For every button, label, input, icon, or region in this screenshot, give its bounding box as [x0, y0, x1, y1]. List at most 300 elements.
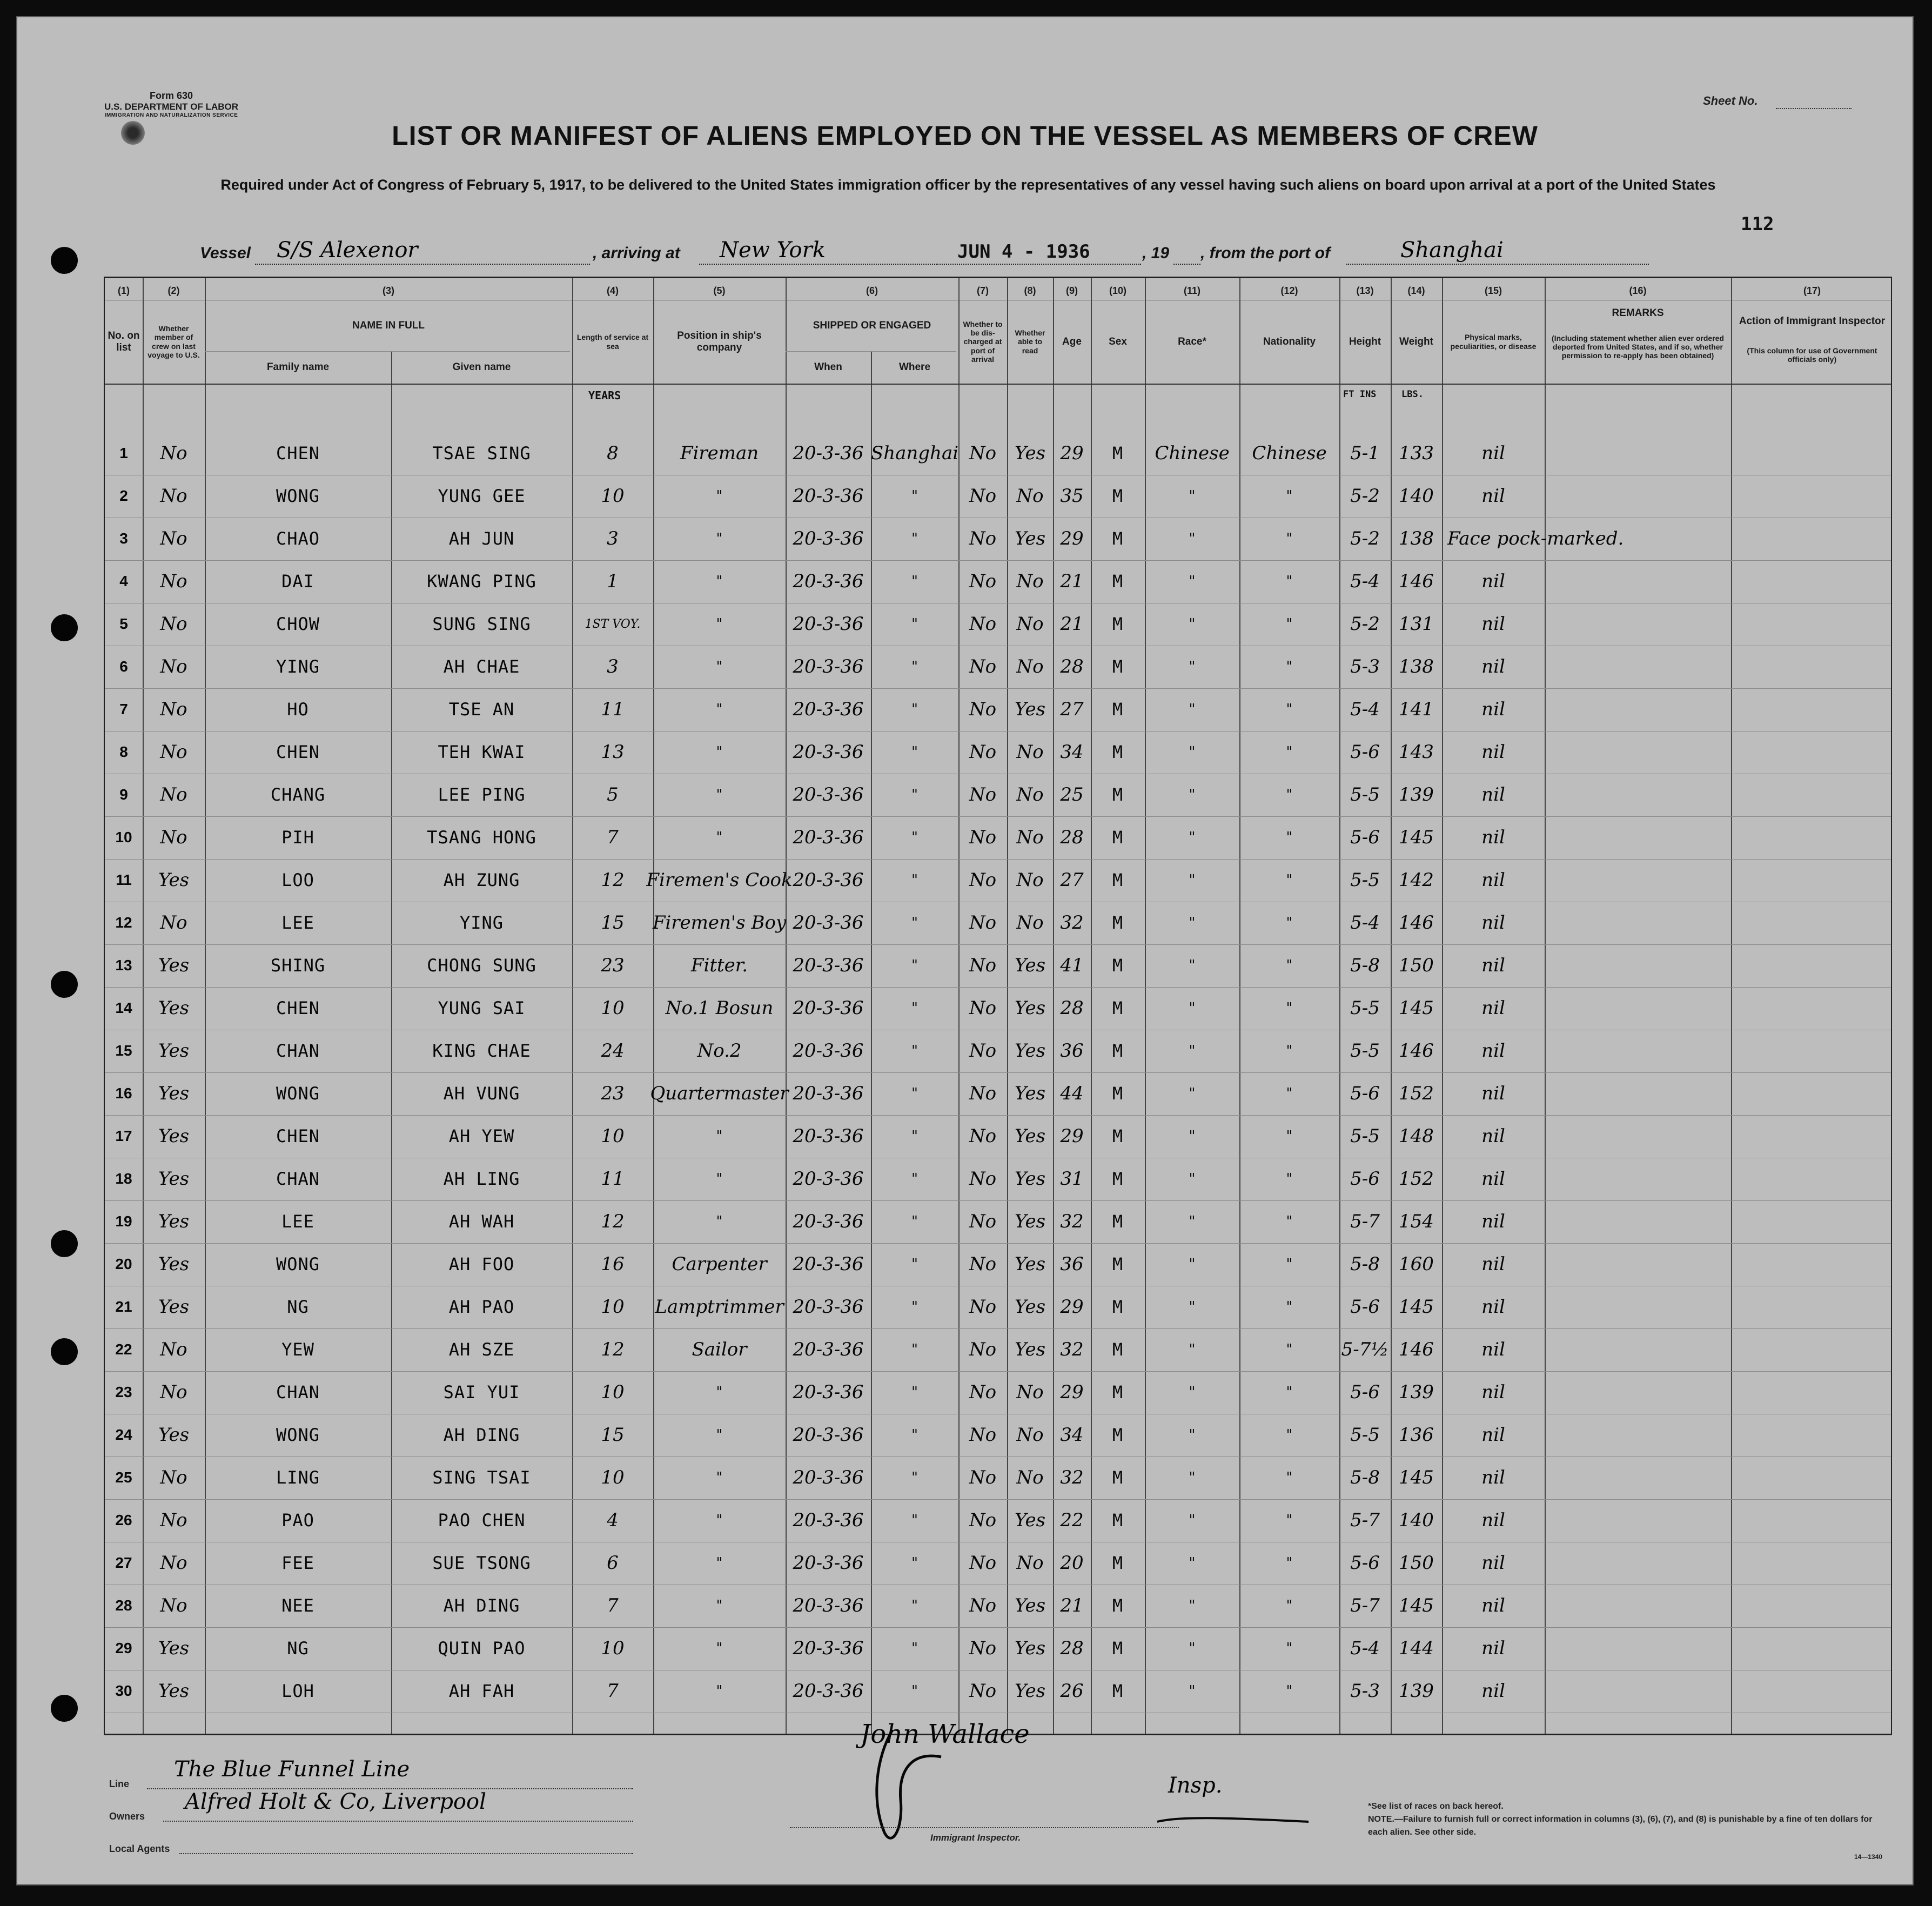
cell-nationality: "	[1286, 1299, 1293, 1315]
cell-family: FEE	[281, 1553, 314, 1573]
cell-discharged: No	[969, 1296, 997, 1318]
cell-when: 20-3-36	[793, 1381, 864, 1403]
line-label: Line	[109, 1779, 130, 1789]
cell-marks: nil	[1481, 613, 1505, 635]
cell-read: Yes	[1014, 1296, 1046, 1318]
cell-sex: M	[1112, 1425, 1124, 1445]
cell-when: 20-3-36	[793, 1680, 864, 1702]
cell-family: CHAN	[276, 1041, 320, 1061]
cell-where: "	[911, 1043, 918, 1059]
cell-nationality: "	[1286, 1384, 1293, 1400]
cell-when: 20-3-36	[793, 485, 864, 507]
cell-family: PIH	[281, 827, 314, 848]
cell-family: CHEN	[276, 742, 320, 762]
cell-discharged: No	[969, 784, 997, 806]
cell-no: 13	[115, 957, 132, 974]
cell-height: 5-5	[1350, 1125, 1380, 1147]
cell-discharged: No	[969, 1125, 997, 1147]
cell-position: "	[716, 1213, 723, 1230]
cell-given: AH VUNG	[443, 1083, 520, 1104]
column-header: No. on list	[108, 330, 140, 353]
cell-sex: M	[1112, 742, 1124, 762]
footer	[104, 1719, 1892, 1876]
cell-prev: Yes	[158, 1083, 190, 1104]
cell-nationality: "	[1286, 1512, 1293, 1528]
cell-race: "	[1189, 659, 1196, 675]
cell-where: "	[911, 1512, 918, 1528]
cell-service: 5	[607, 784, 619, 806]
cell-where: "	[911, 1640, 918, 1656]
cell-no: 10	[115, 829, 132, 845]
cell-nationality: "	[1286, 787, 1293, 803]
cell-marks: nil	[1481, 912, 1505, 934]
cell-prev: No	[160, 613, 187, 635]
cell-height: 5-5	[1350, 869, 1380, 891]
cell-where: "	[911, 488, 918, 504]
cell-service: 7	[607, 827, 619, 848]
cell-age: 41	[1060, 955, 1084, 976]
cell-no: 29	[115, 1640, 132, 1656]
cell-no: 11	[116, 871, 132, 888]
cell-position: Firemen's Boy	[652, 912, 787, 934]
owners-value: Alfred Holt & Co, Liverpool	[185, 1789, 486, 1814]
cell-height: 5-7	[1350, 1211, 1380, 1232]
cell-sex: M	[1112, 955, 1124, 976]
cell-race: "	[1189, 1555, 1196, 1571]
column-header: Whether to be dis- charged at port of arrival	[963, 320, 1003, 364]
cell-when: 20-3-36	[793, 912, 864, 934]
cell-nationality: "	[1286, 915, 1293, 931]
column-number: (4)	[607, 285, 619, 296]
cell-read: Yes	[1014, 1595, 1046, 1616]
cell-when: 20-3-36	[793, 613, 864, 635]
cell-weight: 136	[1399, 1424, 1434, 1446]
cell-weight: 143	[1399, 741, 1434, 763]
sheet-label: Sheet No.	[1703, 94, 1758, 108]
cell-given: TSAE SING	[432, 443, 531, 464]
cell-discharged: No	[969, 485, 997, 507]
cell-no: 14	[115, 999, 132, 1016]
cell-given: TSANG HONG	[427, 827, 536, 848]
cell-when: 20-3-36	[793, 827, 864, 848]
cell-when: 20-3-36	[793, 1040, 864, 1062]
cell-prev: No	[160, 1552, 187, 1574]
cell-no: 18	[115, 1170, 132, 1187]
cell-marks: nil	[1481, 1637, 1505, 1659]
cell-position: "	[716, 787, 723, 803]
cell-where: "	[911, 1000, 918, 1016]
cell-race: "	[1189, 957, 1196, 974]
cell-no: 27	[115, 1554, 132, 1571]
cell-prev: No	[160, 1339, 187, 1360]
cell-no: 23	[115, 1384, 132, 1400]
line-value: The Blue Funnel Line	[174, 1757, 410, 1782]
cell-given: SAI YUI	[443, 1382, 520, 1402]
cell-prev: No	[160, 1595, 187, 1616]
cell-read: Yes	[1014, 528, 1046, 549]
cell-marks: nil	[1481, 955, 1505, 976]
cell-height: 5-5	[1350, 1424, 1380, 1446]
cell-discharged: No	[969, 1339, 997, 1360]
cell-read: Yes	[1014, 699, 1046, 720]
cell-family: SHING	[270, 955, 326, 976]
cell-service: 6	[607, 1552, 619, 1574]
arriving-value: New York	[720, 238, 826, 263]
cell-position: "	[716, 701, 723, 717]
cell-weight: 146	[1399, 571, 1434, 592]
cell-weight: 146	[1399, 1040, 1434, 1062]
cell-height: 5-6	[1350, 1296, 1380, 1318]
cell-race: "	[1189, 1341, 1196, 1358]
cell-position: Fitter.	[690, 955, 748, 976]
cell-family: LOO	[281, 870, 314, 890]
date-underline	[936, 264, 1141, 265]
arriving-underline	[699, 264, 937, 265]
cell-read: Yes	[1014, 442, 1046, 464]
column-header: Age	[1062, 335, 1082, 347]
cell-no: 8	[119, 743, 128, 760]
cell-nationality: "	[1286, 1256, 1293, 1272]
cell-age: 27	[1060, 869, 1084, 891]
fine-note: NOTE.—Failure to furnish full or correct information in columns (3), (6), (7), and (8) is punishable by a fine of ten dollars for each alien. See other side.	[1368, 1815, 1873, 1837]
cell-where: "	[911, 1085, 918, 1102]
cell-given: AH DING	[443, 1425, 520, 1445]
cell-age: 44	[1060, 1083, 1084, 1104]
cell-position: "	[716, 1171, 723, 1187]
cell-sex: M	[1112, 614, 1124, 634]
cell-height: 5-4	[1350, 1637, 1380, 1659]
cell-height: 5-2	[1350, 613, 1380, 635]
cell-race: "	[1189, 1085, 1196, 1102]
cell-read: No	[1016, 1467, 1044, 1488]
cell-when: 20-3-36	[793, 1339, 864, 1360]
cell-service: 4	[607, 1509, 619, 1531]
cell-discharged: No	[969, 1467, 997, 1488]
cell-where: "	[911, 787, 918, 803]
cell-when: 20-3-36	[793, 656, 864, 677]
cell-race: "	[1189, 616, 1196, 632]
cell-marks: nil	[1481, 1083, 1505, 1104]
cell-position: "	[716, 531, 723, 547]
cell-weight: 145	[1399, 1467, 1434, 1488]
cell-prev: Yes	[158, 1680, 190, 1702]
cell-nationality: "	[1286, 829, 1293, 845]
cell-prev: No	[160, 528, 187, 549]
cell-when: 20-3-36	[793, 784, 864, 806]
cell-age: 28	[1060, 827, 1084, 848]
column-number: (14)	[1407, 285, 1425, 296]
cell-given: AH JUN	[448, 528, 515, 549]
cell-weight: 150	[1399, 955, 1434, 976]
cell-where: "	[911, 872, 918, 888]
cell-weight: 133	[1399, 442, 1434, 464]
cell-read: Yes	[1014, 1040, 1046, 1062]
inspector-underline	[790, 1827, 1179, 1828]
cell-sex: M	[1112, 1211, 1124, 1232]
cell-height: 5-5	[1350, 997, 1380, 1019]
remarks-note: (Including statement whether alien ever ordered deported from United States, and if so, whether permission to re-apply has been obtained)	[1552, 333, 1724, 360]
height-unit: FT INS	[1343, 389, 1377, 400]
cell-discharged: No	[969, 1211, 997, 1232]
cell-read: No	[1016, 869, 1044, 891]
cell-height: 5-1	[1350, 442, 1380, 464]
shipped-subheader-divider	[786, 351, 956, 352]
cell-where: "	[911, 1427, 918, 1443]
cell-marks: nil	[1481, 1595, 1505, 1616]
print-code: 14—1340	[1854, 1853, 1883, 1861]
cell-age: 28	[1060, 656, 1084, 677]
sheet-line	[1776, 108, 1852, 109]
cell-no: 16	[115, 1085, 132, 1102]
header-bottom	[105, 384, 1891, 385]
cell-age: 32	[1060, 1211, 1084, 1232]
column-header: Weight	[1399, 335, 1433, 347]
cell-prev: Yes	[158, 1211, 190, 1232]
cell-race: "	[1189, 488, 1196, 504]
cell-marks: nil	[1481, 1296, 1505, 1318]
cell-position: Lamptrimmer	[655, 1296, 784, 1318]
cell-read: No	[1016, 1424, 1044, 1446]
cell-service: 24	[601, 1040, 625, 1062]
cell-height: 5-6	[1350, 1168, 1380, 1190]
cell-no: 4	[119, 573, 128, 589]
cell-when: 20-3-36	[793, 1083, 864, 1104]
cell-given: AH FAH	[448, 1681, 515, 1701]
cell-where: "	[911, 1128, 918, 1144]
cell-nationality: "	[1286, 1555, 1293, 1571]
cell-where: "	[911, 1256, 918, 1272]
cell-family: WONG	[276, 486, 320, 506]
cell-position: "	[716, 1384, 723, 1400]
cell-sex: M	[1112, 571, 1124, 592]
cell-discharged: No	[969, 613, 997, 635]
cell-when: 20-3-36	[793, 1509, 864, 1531]
cell-weight: 145	[1399, 1296, 1434, 1318]
cell-marks: nil	[1481, 442, 1505, 464]
cell-weight: 145	[1399, 1595, 1434, 1616]
arriving-label: , arriving at	[593, 244, 680, 262]
cell-position: "	[716, 659, 723, 675]
cell-sex: M	[1112, 486, 1124, 506]
cell-race: "	[1189, 829, 1196, 845]
cell-weight: 141	[1399, 699, 1434, 720]
column-header: NAME IN FULL	[352, 319, 425, 331]
cell-discharged: No	[969, 1637, 997, 1659]
cell-sex: M	[1112, 1169, 1124, 1189]
cell-family: LING	[276, 1467, 320, 1488]
cell-prev: Yes	[158, 869, 190, 891]
cell-family: NEE	[281, 1595, 314, 1616]
cell-weight: 148	[1399, 1125, 1434, 1147]
cell-nationality: "	[1286, 957, 1293, 974]
column-header: Physical marks, peculiarities, or disease	[1450, 333, 1537, 351]
cell-given: QUIN PAO	[438, 1638, 526, 1659]
race-note: *See list of races on back hereof.	[1368, 1802, 1504, 1811]
cell-marks: nil	[1481, 1424, 1505, 1446]
cell-read: No	[1016, 613, 1044, 635]
cell-marks: nil	[1481, 1467, 1505, 1488]
cell-weight: 140	[1399, 1509, 1434, 1531]
cell-given: AH WAH	[448, 1211, 515, 1232]
cell-when: 20-3-36	[793, 1253, 864, 1275]
cell-where: "	[911, 1384, 918, 1400]
signature-title: Insp.	[1168, 1773, 1223, 1798]
cell-prev: No	[160, 699, 187, 720]
cell-read: Yes	[1014, 1637, 1046, 1659]
column-divider	[1545, 278, 1546, 1734]
cell-read: No	[1016, 656, 1044, 677]
cell-family: CHEN	[276, 443, 320, 464]
cell-given: AH LING	[443, 1169, 520, 1189]
cell-prev: No	[160, 485, 187, 507]
column-number: (13)	[1356, 285, 1374, 296]
column-number: (11)	[1183, 285, 1201, 296]
column-subheader: When	[814, 361, 842, 373]
cell-marks: nil	[1481, 869, 1505, 891]
cell-read: No	[1016, 1381, 1044, 1403]
cell-when: 20-3-36	[793, 997, 864, 1019]
cell-age: 29	[1060, 1296, 1084, 1318]
column-divider	[1731, 278, 1732, 1734]
cell-no: 12	[115, 914, 132, 931]
cell-sex: M	[1112, 443, 1124, 464]
action-note: (This column for use of Government officials only)	[1747, 346, 1877, 364]
cell-where: "	[911, 701, 918, 717]
cell-service: 15	[601, 912, 625, 934]
cell-nationality: Chinese	[1252, 442, 1327, 464]
cell-given: YUNG SAI	[438, 998, 526, 1018]
cell-prev: Yes	[158, 1125, 190, 1147]
cell-when: 20-3-36	[793, 1296, 864, 1318]
cell-prev: No	[160, 571, 187, 592]
cell-where: "	[911, 659, 918, 675]
cell-race: "	[1189, 744, 1196, 760]
cell-prev: No	[160, 912, 187, 934]
cell-read: No	[1016, 571, 1044, 592]
cell-family: PAO	[281, 1510, 314, 1531]
cell-weight: 152	[1399, 1168, 1434, 1190]
cell-race: "	[1189, 1043, 1196, 1059]
column-header: Race*	[1178, 335, 1206, 347]
cell-when: 20-3-36	[793, 1211, 864, 1232]
department: U.S. DEPARTMENT OF LABOR	[104, 102, 239, 112]
cell-position: "	[716, 829, 723, 845]
cell-service: 23	[601, 955, 625, 976]
cell-given: AH CHAE	[443, 656, 520, 677]
manifest-sheet	[16, 16, 1914, 1885]
cell-where: "	[911, 957, 918, 974]
cell-height: 5-6	[1350, 1381, 1380, 1403]
cell-prev: Yes	[158, 1168, 190, 1190]
cell-read: Yes	[1014, 1509, 1046, 1531]
cell-service: 1	[607, 571, 619, 592]
service: IMMIGRATION AND NATURALIZATION SERVICE	[104, 112, 238, 118]
cell-age: 25	[1060, 784, 1084, 806]
cell-position: "	[716, 1683, 723, 1699]
cell-sex: M	[1112, 784, 1124, 805]
form-header	[82, 90, 260, 118]
cell-no: 6	[119, 658, 128, 675]
cell-age: 35	[1060, 485, 1084, 507]
cell-discharged: No	[969, 1253, 997, 1275]
cell-position: "	[716, 744, 723, 760]
cell-age: 29	[1060, 442, 1084, 464]
cell-race: "	[1189, 1512, 1196, 1528]
cell-family: CHEN	[276, 998, 320, 1018]
cell-sex: M	[1112, 1126, 1124, 1146]
cell-discharged: No	[969, 1083, 997, 1104]
form-number: Form 630	[149, 90, 193, 101]
column-header: Nationality	[1263, 335, 1316, 347]
cell-race: "	[1189, 701, 1196, 717]
cell-service: 3	[607, 528, 619, 549]
cell-marks: nil	[1481, 571, 1505, 592]
cell-given: SUNG SING	[432, 614, 531, 634]
cell-marks: nil	[1481, 1552, 1505, 1574]
cell-no: 17	[115, 1128, 132, 1144]
cell-when: 20-3-36	[793, 955, 864, 976]
cell-sex: M	[1112, 912, 1124, 933]
cell-read: Yes	[1014, 1211, 1046, 1232]
owners-underline	[163, 1821, 633, 1822]
cell-discharged: No	[969, 1595, 997, 1616]
binder-hole	[51, 1338, 78, 1365]
from-label: , from the port of	[1200, 244, 1330, 262]
cell-age: 20	[1060, 1552, 1084, 1574]
owners-label: Owners	[109, 1811, 145, 1822]
cell-service: 12	[601, 869, 625, 891]
cell-family: CHAO	[276, 528, 320, 549]
cell-read: Yes	[1014, 1168, 1046, 1190]
cell-height: 5-6	[1350, 1083, 1380, 1104]
cell-weight: 138	[1399, 656, 1434, 677]
column-number: (16)	[1629, 285, 1647, 296]
cell-nationality: "	[1286, 659, 1293, 675]
cell-discharged: No	[969, 528, 997, 549]
cell-marks: Face pock-marked.	[1447, 528, 1624, 549]
page-title: LIST OR MANIFEST OF ALIENS EMPLOYED ON THE VESSEL AS MEMBERS OF CREW	[392, 120, 1538, 151]
vessel-value: S/S Alexenor	[277, 238, 418, 263]
cell-nationality: "	[1286, 1085, 1293, 1102]
cell-read: Yes	[1014, 1125, 1046, 1147]
column-header: Whether member of crew on last voyage to U.S.	[147, 324, 200, 359]
cell-nationality: "	[1286, 1128, 1293, 1144]
cell-where: "	[911, 1469, 918, 1486]
cell-nationality: "	[1286, 1213, 1293, 1230]
column-number: (12)	[1280, 285, 1298, 296]
cell-prev: No	[160, 442, 187, 464]
cell-service: 10	[601, 1125, 625, 1147]
cell-service: 1ST VOY.	[585, 617, 641, 631]
cell-given: AH DING	[443, 1595, 520, 1616]
cell-position: "	[716, 488, 723, 504]
cell-discharged: No	[969, 1552, 997, 1574]
cell-nationality: "	[1286, 1171, 1293, 1187]
cell-height: 5-6	[1350, 827, 1380, 848]
column-number: (10)	[1109, 285, 1126, 296]
cell-when: 20-3-36	[793, 571, 864, 592]
cell-height: 5-8	[1350, 955, 1380, 976]
cell-service: 16	[601, 1253, 625, 1275]
cell-read: Yes	[1014, 1339, 1046, 1360]
cell-discharged: No	[969, 1381, 997, 1403]
cell-position: Fireman	[680, 442, 759, 464]
cell-sex: M	[1112, 1041, 1124, 1061]
cell-prev: Yes	[158, 1296, 190, 1318]
cell-height: 5-8	[1350, 1253, 1380, 1275]
column-number: (17)	[1803, 285, 1821, 296]
date-stamp: JUN 4 - 1936	[957, 241, 1090, 263]
